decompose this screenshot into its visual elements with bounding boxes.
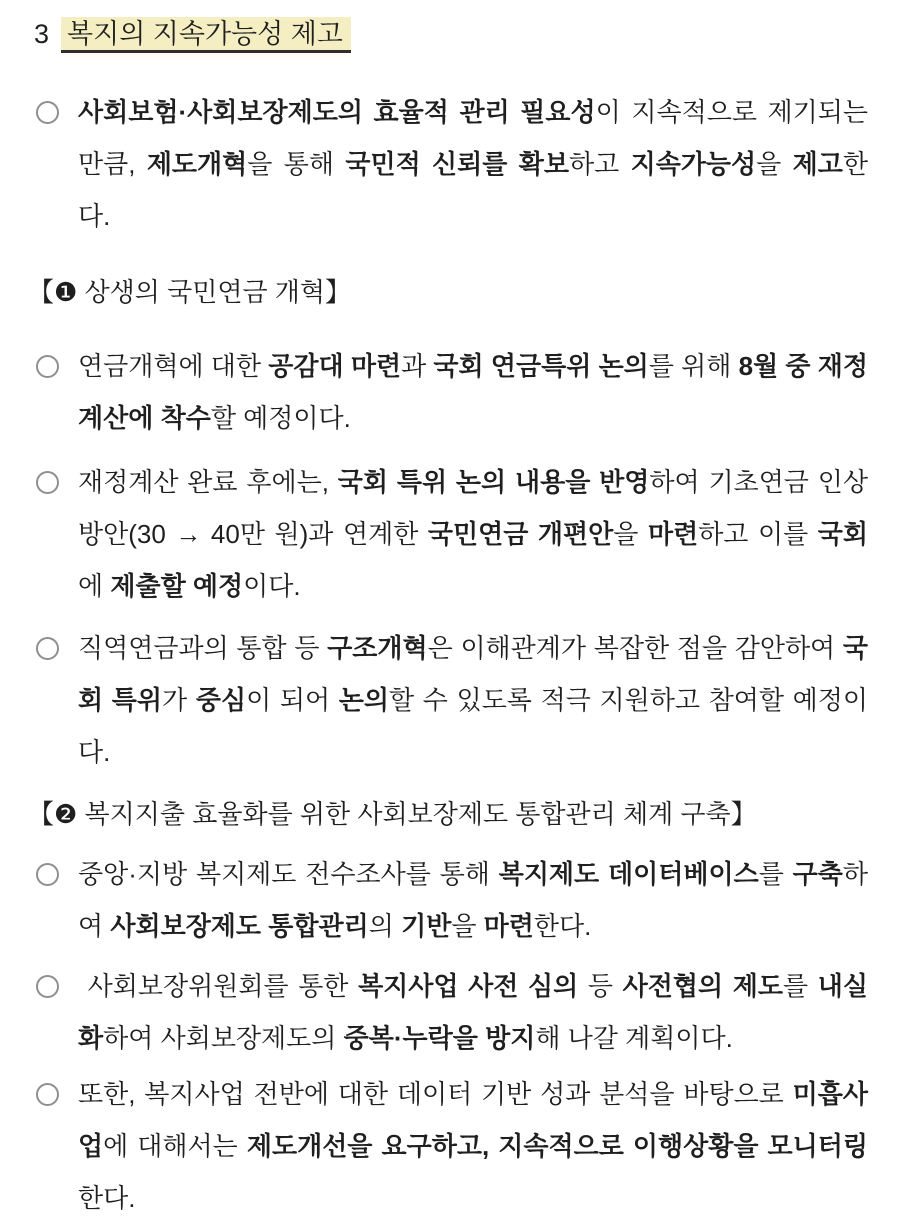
text-run: 직역연금과의 통합 등	[78, 633, 328, 663]
bold-text-run: 국회	[817, 519, 869, 549]
text-run: 하여 사회보장제도의	[103, 1023, 344, 1053]
text-run: 할 수 있도록 적극 지원하고 참여할 예정이다.	[78, 685, 869, 767]
text-run: 의	[368, 911, 402, 941]
document-body	[28, 86, 869, 1224]
title-highlight: 복지의 지속가능성 제고	[61, 17, 351, 53]
bold-text-run: 내실화	[78, 971, 868, 1053]
text-run: 한다.	[78, 1183, 136, 1213]
text-run: 이 되어	[246, 685, 339, 715]
text-run: 를	[783, 971, 818, 1001]
text-run: 또한, 복지사업 전반에 대한 데이터 기반 성과 분석을 바탕으로	[78, 1079, 793, 1109]
text-run: 연금개혁에 대한	[78, 351, 269, 381]
bullet-paragraph	[34, 1068, 868, 1224]
circle-bullet-icon	[36, 355, 59, 378]
bold-text-run: 제도개혁	[146, 149, 248, 179]
paragraph-text	[78, 351, 868, 433]
bold-text-run: 마련	[483, 911, 534, 941]
text-run: 하고 이를	[698, 519, 818, 549]
bold-text-run: 국민적 신뢰를 확보	[345, 149, 569, 179]
text-run: 을	[451, 911, 484, 941]
circle-bullet-icon	[36, 1083, 59, 1106]
bold-text-run: 국회 특위	[78, 633, 869, 715]
paragraph-text	[78, 633, 868, 767]
page-title	[34, 12, 868, 56]
text-run: 해 나갈 계획이다.	[535, 1023, 733, 1053]
text-run: 하여 기초연금 인상방안(30 → 40만 원)과 연계한	[78, 467, 868, 549]
text-run: 할 예정이다.	[210, 403, 351, 433]
text-run: 에 대해서는	[103, 1131, 247, 1161]
bold-text-run: 중복·누락을 방지	[343, 1023, 536, 1053]
section-heading: 【❶ 상생의 국민연금 개혁】	[28, 277, 352, 307]
circle-bullet-icon	[36, 863, 59, 886]
bold-text-run: 복지제도 데이터베이스	[498, 859, 759, 889]
section-heading: 【❷ 복지지출 효율화를 위한 사회보장제도 통합관리 체계 구축】	[28, 799, 757, 829]
circle-bullet-icon	[36, 101, 59, 124]
bullet-paragraph	[34, 622, 868, 778]
text-run: 을	[613, 519, 648, 549]
bold-text-run: 제출할 예정	[110, 571, 244, 601]
text-run: 중앙·지방 복지제도 전수조사를 통해	[78, 859, 499, 889]
bold-text-run: 구조개혁	[327, 633, 428, 663]
text-run: 를 위해	[648, 351, 739, 381]
text-run: 가	[162, 685, 196, 715]
bold-text-run: 사회보험·사회보장제도의 효율적 관리 필요성	[78, 97, 596, 127]
bold-text-run: 지속가능성	[630, 149, 757, 179]
bold-text-run: 제고	[792, 149, 843, 179]
circle-bullet-icon	[36, 637, 59, 660]
circle-bullet-icon	[36, 975, 59, 998]
text-run: 한다.	[78, 149, 868, 231]
paragraph-text	[78, 97, 868, 231]
bold-text-run: 국회 특위 논의 내용을 반영	[337, 467, 650, 497]
bold-text-run: 논의	[338, 685, 389, 715]
text-run: 은 이해관계가 복잡한 점을 감안하여	[427, 633, 843, 663]
bullet-paragraph	[34, 340, 868, 444]
bullet-paragraph	[34, 960, 868, 1064]
bold-text-run: 공감대 마련	[268, 351, 402, 381]
bullet-paragraph	[34, 456, 868, 612]
bold-text-run: 미흡사업	[78, 1079, 868, 1161]
bullet-paragraph	[34, 86, 868, 242]
bold-text-run: 국민연금 개편안	[427, 519, 614, 549]
bold-text-run: 사회보장제도 통합관리	[110, 911, 369, 941]
text-run: 을 통해	[247, 149, 346, 179]
text-run: 이다.	[243, 571, 301, 601]
text-run: 사회보장위원회를 통한	[78, 971, 359, 1001]
text-run: 등	[578, 971, 623, 1001]
text-run: 과	[401, 351, 434, 381]
bold-text-run: 사전협의 제도	[622, 971, 783, 1001]
text-run: 재정계산 완료 후에는,	[78, 467, 338, 497]
paragraph-text	[78, 971, 868, 1053]
text-run: 하여	[78, 859, 869, 941]
text-run: 이 지속적으로 제기되는 만큼,	[78, 97, 868, 179]
text-run: 한다.	[533, 911, 592, 941]
bold-text-run: 제도개선을 요구하고, 지속적으로 이행상황을 모니터링	[246, 1131, 868, 1161]
section-number: 3	[34, 19, 50, 49]
paragraph-text	[78, 1079, 868, 1213]
bold-text-run: 마련	[647, 519, 699, 549]
circle-bullet-icon	[36, 471, 59, 494]
text-run: 에	[78, 571, 111, 601]
text-run: 하고	[568, 149, 631, 179]
bold-text-run: 기반	[401, 911, 452, 941]
bold-text-run: 구축	[792, 859, 843, 889]
bold-text-run: 국회 연금특위 논의	[433, 351, 649, 381]
paragraph-text	[78, 467, 868, 601]
bold-text-run: 복지사업 사전 심의	[358, 971, 579, 1001]
bold-text-run: 중심	[195, 685, 247, 715]
bullet-paragraph	[34, 848, 868, 952]
text-run: 를	[758, 859, 793, 889]
text-run: 을	[756, 149, 793, 179]
bold-text-run: 8월 중 재정계산에 착수	[78, 351, 868, 433]
paragraph-text	[78, 859, 868, 941]
